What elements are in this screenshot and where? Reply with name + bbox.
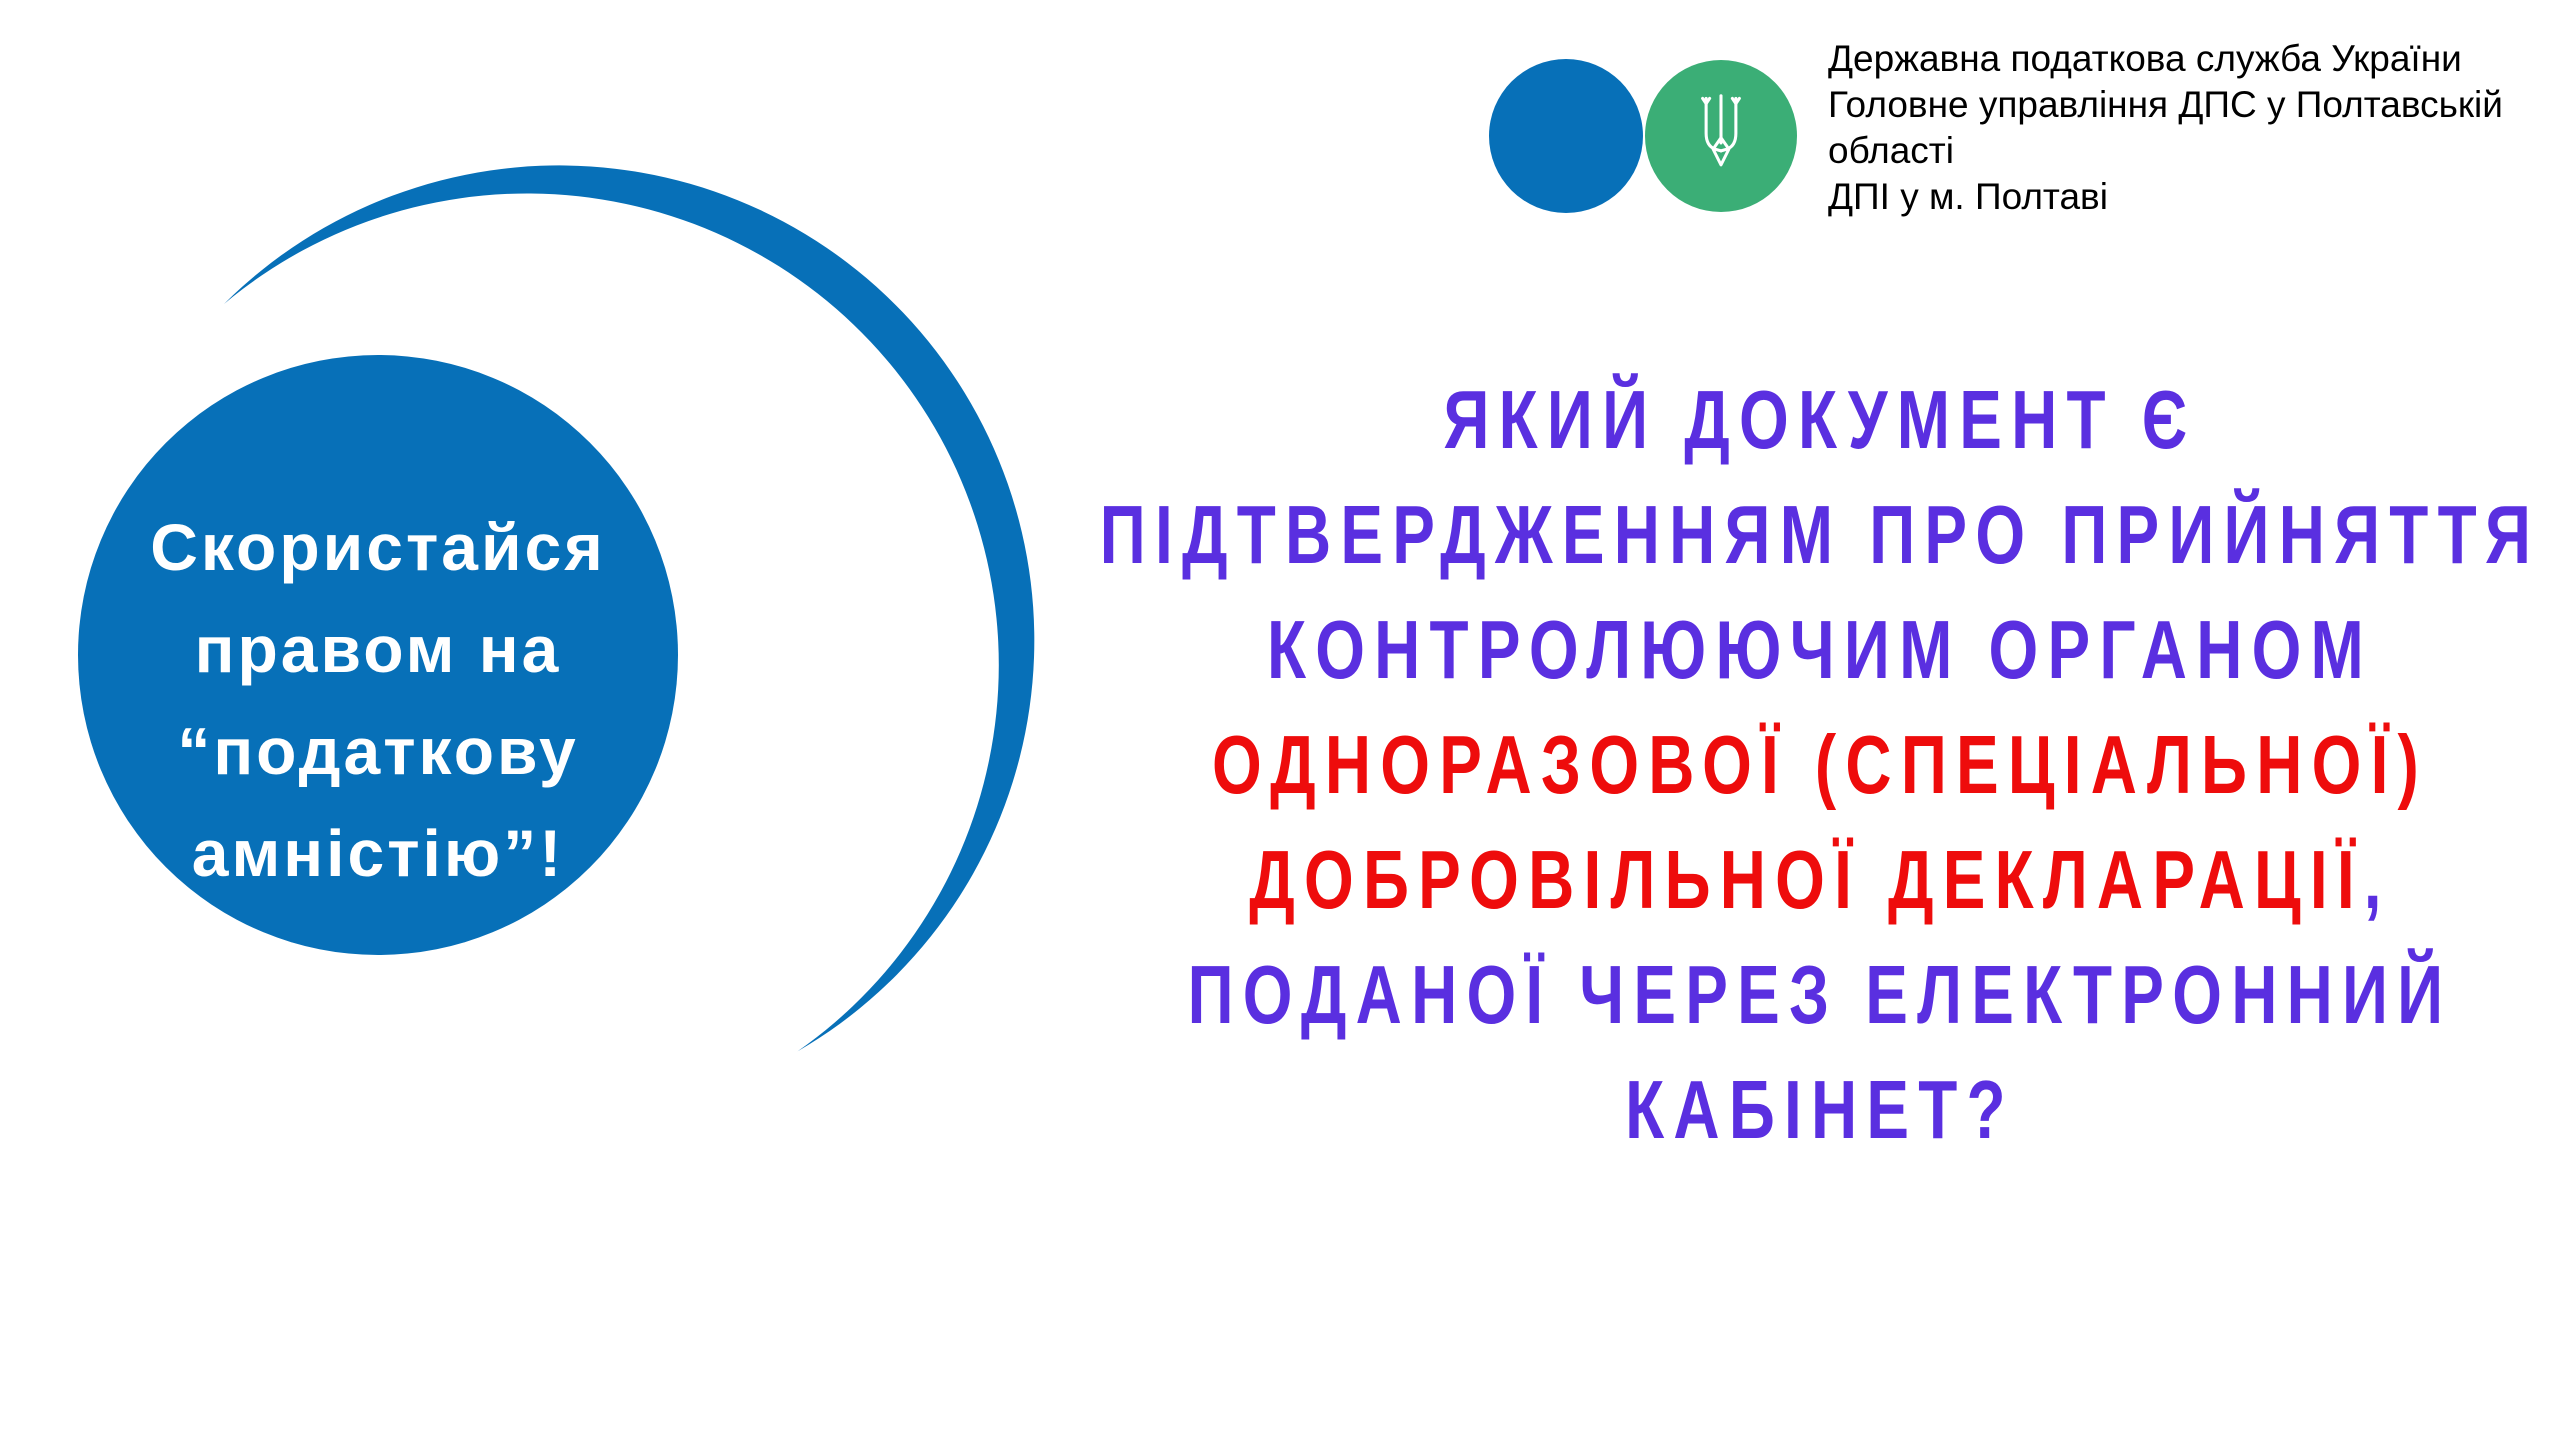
logo-green-circle	[1645, 60, 1797, 212]
badge-line: Скористайся	[150, 510, 606, 584]
page-title	[1089, 362, 2552, 1167]
title-line	[1089, 707, 2552, 822]
title-segment: КОНТРОЛЮЮЧИМ ОРГАНОМ	[1266, 603, 2374, 696]
title-segment: ОДНОРАЗОВОЇ (СПЕЦІАЛЬНОЇ)	[1212, 718, 2428, 811]
title-line	[1089, 592, 2552, 707]
title-segment: ,	[2363, 833, 2391, 926]
title-line	[1089, 362, 2552, 477]
org-header-line: ДПІ у м. Полтаві	[1828, 176, 2108, 217]
org-header-line: Державна податкова служба України	[1828, 38, 2462, 79]
org-header	[1828, 36, 2503, 220]
trident-icon	[1693, 94, 1749, 178]
title-line	[1089, 937, 2552, 1052]
title-line	[1089, 477, 2552, 592]
badge-line: “податкову	[177, 714, 579, 788]
badge-text	[78, 496, 678, 904]
logo-blue-circle	[1489, 59, 1643, 213]
badge-line: правом на	[194, 612, 562, 686]
badge-line: амністію”!	[191, 816, 565, 890]
org-header-line: Головне управління ДПС у Полтавській	[1828, 84, 2503, 125]
title-segment: КАБІНЕТ?	[1625, 1063, 2015, 1156]
title-segment: ПІДТВЕРДЖЕННЯМ ПРО ПРИЙНЯТТЯ	[1099, 488, 2541, 581]
title-segment: ЯКИЙ ДОКУМЕНТ Є	[1443, 373, 2197, 466]
title-line	[1089, 1052, 2552, 1167]
title-segment: ПОДАНОЇ ЧЕРЕЗ ЕЛЕКТРОННИЙ	[1187, 948, 2453, 1041]
org-header-line: області	[1828, 130, 1954, 171]
title-line	[1089, 822, 2552, 937]
title-segment: ДОБРОВІЛЬНОЇ ДЕКЛАРАЦІЇ	[1249, 833, 2364, 926]
